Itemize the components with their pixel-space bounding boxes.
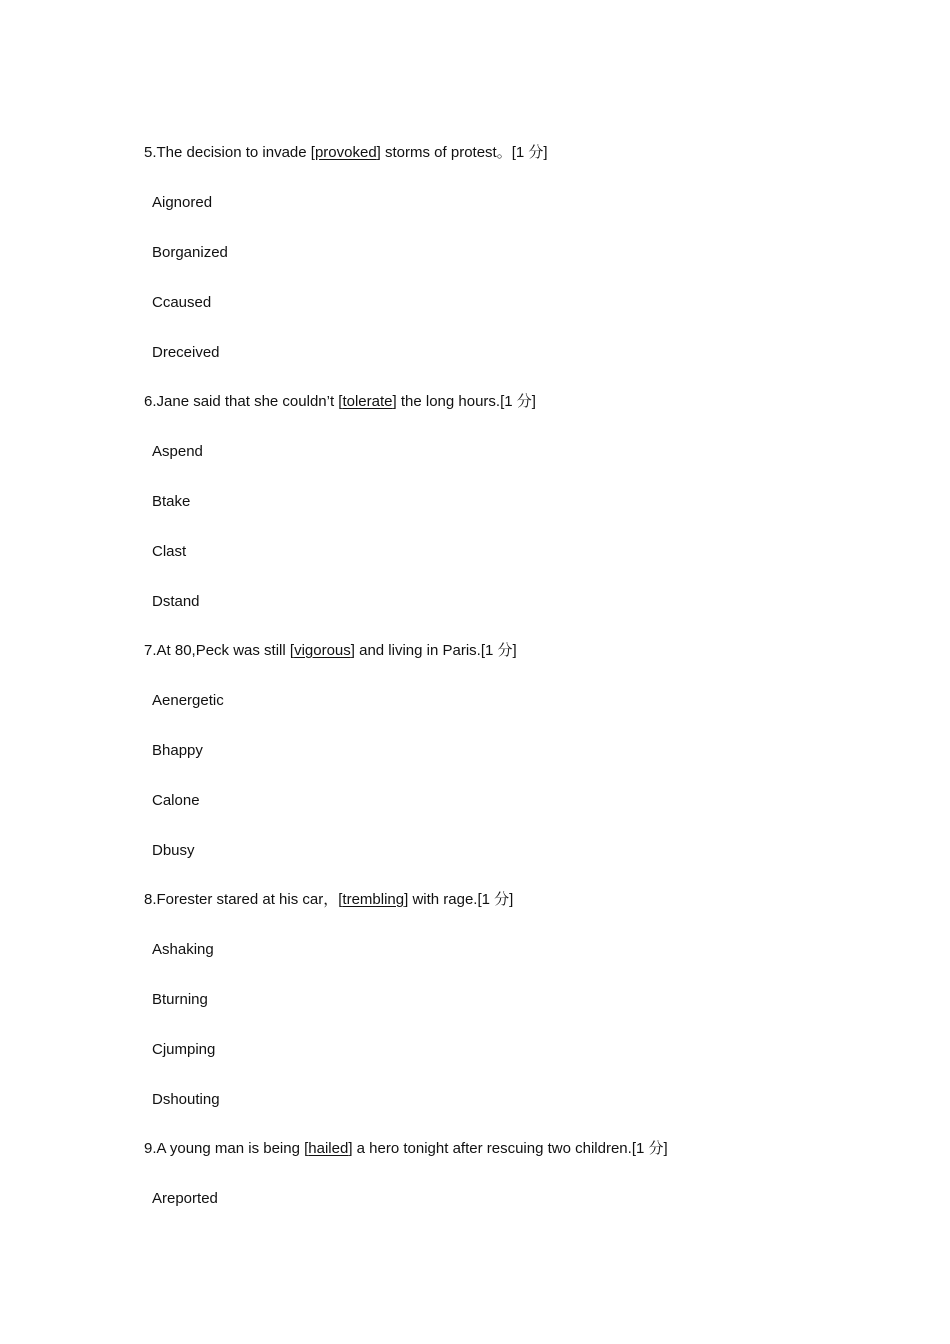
question-9-keyword: hailed — [308, 1140, 349, 1157]
question-5-keyword: provoked — [314, 144, 377, 161]
question-9-option-a[interactable]: Areported — [152, 1190, 218, 1207]
question-5-option-c[interactable]: Ccaused — [152, 294, 212, 311]
question-6-keyword: tolerate — [342, 393, 393, 410]
question-7-keyword: vigorous — [294, 642, 351, 659]
question-7-stem-before: 7.At 80,Peck was still [ — [144, 642, 295, 659]
question-6-option-a[interactable]: Aspend — [152, 443, 203, 460]
question-8-keyword: trembling — [342, 891, 405, 908]
question-8-option-c[interactable]: Cjumping — [152, 1041, 216, 1058]
question-6-option-d[interactable]: Dstand — [152, 593, 200, 610]
question-5-option-a[interactable]: Aignored — [152, 194, 213, 211]
question-8-option-d[interactable]: Dshouting — [152, 1091, 220, 1108]
question-8-stem-before: 8.Forester stared at his car，[ — [144, 891, 343, 908]
question-7-stem-after: ] and living in Paris.[1 分] — [350, 642, 517, 659]
question-6-stem-after: ] the long hours.[1 分] — [392, 393, 536, 410]
question-6-stem-before: 6.Jane said that she couldn’t [ — [144, 393, 343, 410]
question-5-stem — [144, 143, 548, 163]
question-7-option-a[interactable]: Aenergetic — [152, 692, 224, 709]
question-8-option-a[interactable]: Ashaking — [152, 941, 214, 958]
question-7-stem — [144, 641, 517, 661]
question-9-stem-after: ] a hero tonight after rescuing two children.[1 分] — [348, 1140, 668, 1157]
question-5-option-b[interactable]: Borganized — [152, 244, 228, 261]
question-6-stem — [144, 392, 536, 412]
question-8-option-b[interactable]: Bturning — [152, 991, 208, 1008]
question-7-option-c[interactable]: Calone — [152, 792, 200, 809]
question-6-option-c[interactable]: Clast — [152, 543, 187, 560]
question-8-stem-after: ] with rage.[1 分] — [404, 891, 514, 908]
question-7-option-b[interactable]: Bhappy — [152, 742, 203, 759]
question-9-stem-before: 9.A young man is being [ — [144, 1140, 309, 1157]
question-9-stem — [144, 1139, 668, 1159]
question-8-stem — [144, 890, 513, 910]
question-5-stem-after: ] storms of protest。[1 分] — [376, 144, 548, 161]
question-7-option-d[interactable]: Dbusy — [152, 842, 195, 859]
question-5-option-d[interactable]: Dreceived — [152, 344, 220, 361]
question-6-option-b[interactable]: Btake — [152, 493, 191, 510]
question-5-stem-before: 5.The decision to invade [ — [144, 144, 315, 161]
